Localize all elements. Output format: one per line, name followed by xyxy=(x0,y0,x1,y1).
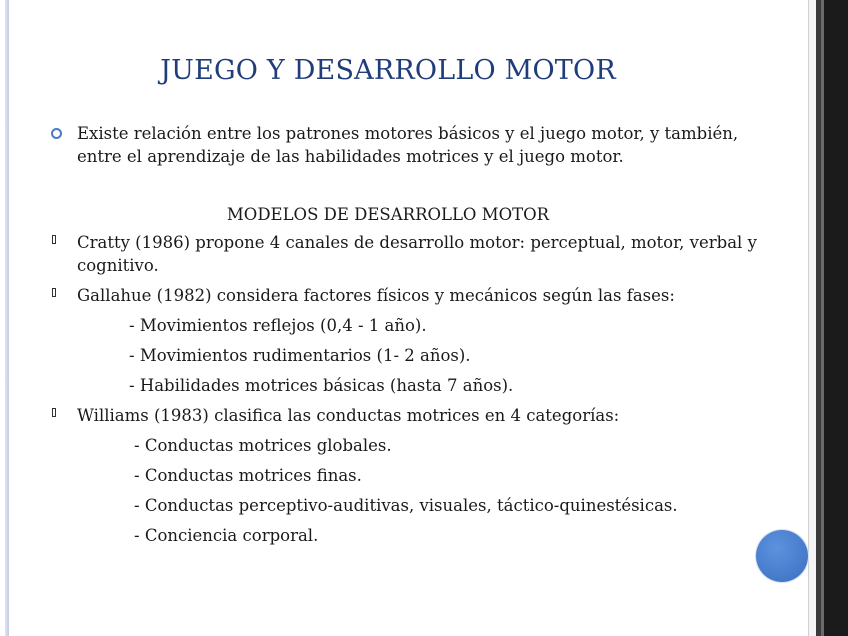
box-bullet-icon xyxy=(52,408,56,417)
right-border-dark xyxy=(824,0,848,636)
box-bullet-icon xyxy=(52,235,56,244)
section-heading: MODELOS DE DESARROLLO MOTOR xyxy=(226,205,550,224)
slide-title: JUEGO Y DESARROLLO MOTOR xyxy=(160,55,616,86)
sub-item: - Conductas motrices globales. xyxy=(134,436,392,455)
sub-item: - Movimientos reflejos (0,4 - 1 año). xyxy=(129,316,427,335)
sub-item: - Conciencia corporal. xyxy=(134,526,319,545)
list-item-text: Williams (1983) clasifica las conductas motrices en 4 categorías: xyxy=(77,406,620,425)
list-item-text: Cratty (1986) propone 4 canales de desarrollo motor: perceptual, motor, verbal y cognitivo. xyxy=(77,233,757,275)
sub-item: - Conductas perceptivo-auditivas, visuales, táctico-quinestésicas. xyxy=(134,496,678,515)
slide-content xyxy=(50,122,780,554)
ring-bullet-icon xyxy=(51,128,62,139)
sub-item: - Habilidades motrices básicas (hasta 7 años). xyxy=(129,376,514,395)
sub-item: - Conductas motrices finas. xyxy=(134,466,362,485)
list-item xyxy=(50,284,780,307)
list-item xyxy=(50,231,780,277)
list-item xyxy=(50,404,780,427)
sub-item: - Movimientos rudimentarios (1- 2 años). xyxy=(129,346,471,365)
box-bullet-icon xyxy=(52,288,56,297)
list-item-text: Gallahue (1982) considera factores físicos y mecánicos según las fases: xyxy=(77,286,675,305)
intro-paragraph xyxy=(50,122,780,168)
left-accent-line xyxy=(5,0,9,636)
intro-text: Existe relación entre los patrones motores básicos y el juego motor, y también, entre el aprendizaje de las habilidades motrices y el juego motor. xyxy=(77,124,739,166)
